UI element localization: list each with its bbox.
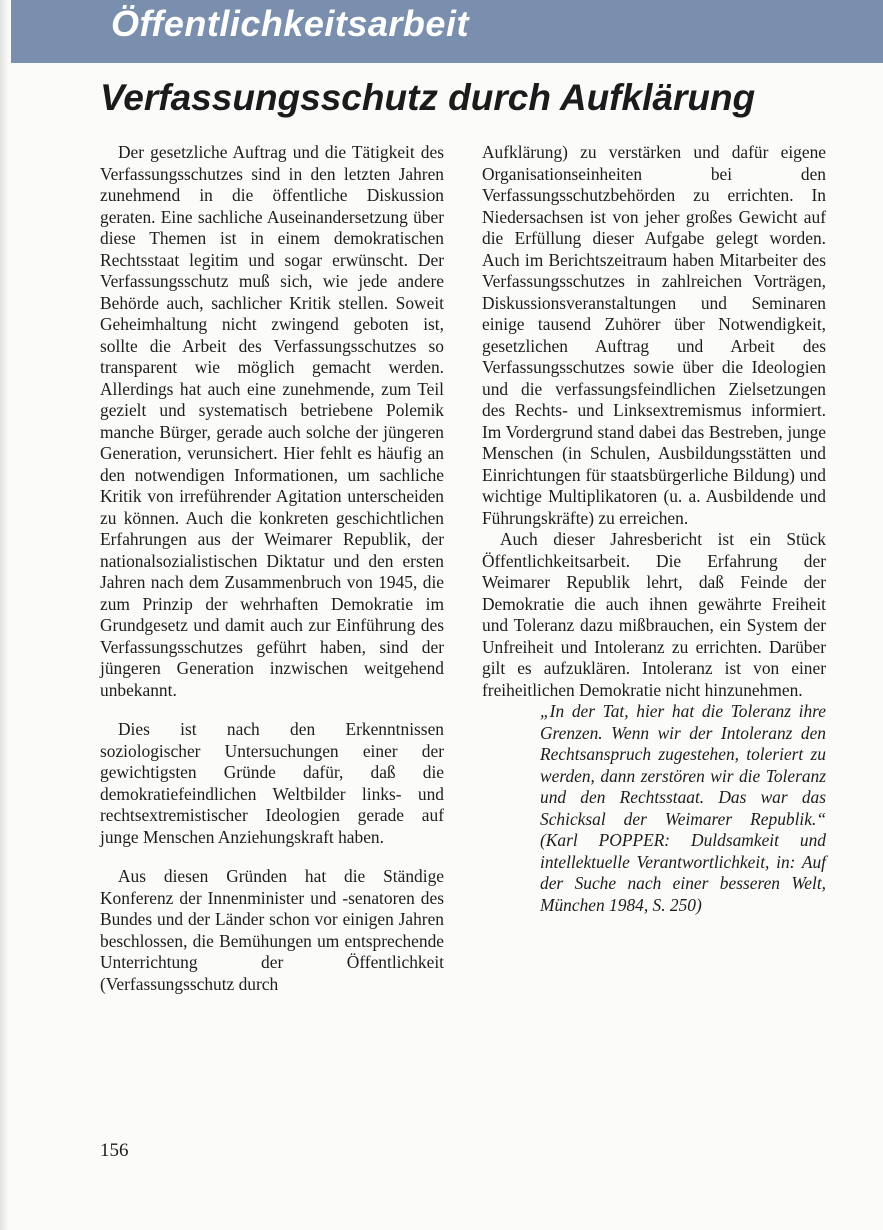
section-banner <box>11 0 883 63</box>
paragraph: Der gesetzliche Auftrag und die Tätigkeit des Verfassungsschutzes sind in den letzten Jahren zunehmend in die öffentliche Diskussion geraten. Eine sachliche Auseinandersetzung über diese Themen ist in einem demokratischen Rechtsstaat legitim und sogar erwünscht. Der Verfassungsschutz muß sich, wie jede andere Behörde auch, sachlicher Kritik stellen. Soweit Geheimhaltung nicht zwingend geboten ist, sollte die Arbeit des Verfassungsschutzes so transparent wie möglich gemacht werden. Allerdings hat auch eine zunehmende, zum Teil gezielt und systematisch betriebene Polemik manche Bürger, gerade auch solche der jüngeren Generation, verunsichert. Hier fehlt es häufig an den notwendigen Informationen, um sachliche Kritik von irreführender Agitation unterscheiden zu können. Auch die konkreten geschichtlichen Erfahrungen aus der Weimarer Republik, der nationalsozialistischen Diktatur und den ersten Jahren nach dem Zusammenbruch von 1945, die zum Prinzip der wehrhaften Demokratie im Grundgesetz und damit auch zur Einführung des Verfassungsschutzes geführt haben, sind der jüngeren Generation inzwischen weitgehend unbekannt. <box>100 142 444 700</box>
paragraph: Auch dieser Jahresbericht ist ein Stück Öffentlichkeitsarbeit. Die Erfahrung der Weimarer Republik lehrt, daß Feinde der Demokratie die auch ihnen gewährte Freiheit und Toleranz dazu mißbrauchen, ein System der Unfreiheit und Intoleranz zu errichten. Darüber gilt es aufzuklären. Intoleranz ist von einer freiheitlichen Demokratie nicht hinzunehmen. <box>482 529 826 700</box>
page-left-edge <box>0 0 9 1230</box>
page-title: Verfassungsschutz durch Aufklärung <box>100 77 756 118</box>
paragraph: Aus diesen Gründen hat die Ständige Konferenz der Innenminister und -senatoren des Bundes und der Länder schon vor einigen Jahren beschlossen, die Bemühungen um entsprechende Unterrichtung der Öffentlichkeit (Verfassungsschutz durch <box>100 866 444 994</box>
page-number: 156 <box>100 1140 129 1161</box>
popper-quote: „In der Tat, hier hat die Toleranz ihre Grenzen. Wenn wir der Intoleranz den Rechtsanspruch zugestehen, toleriert zu werden, dann zerstören wir die Toleranz und den Rechtsstaat. Das war das Schicksal der Weimarer Republik.“ (Karl POPPER: Duldsamkeit und intellektuelle Verantwortlichkeit, in: Auf der Suche nach einer besseren Welt, München 1984, S. 250) <box>540 701 826 915</box>
paragraph: Dies ist nach den Erkenntnissen soziologischer Untersuchungen einer der gewichtigsten Gründe dafür, daß die demokratiefeindlichen Weltbilder links- und rechtsextremistischer Ideologien gerade auf junge Menschen Anziehungskraft haben. <box>100 719 444 847</box>
paragraph-continuation: Aufklärung) zu verstärken und dafür eigene Organisationseinheiten bei den Verfassungsschutzbehörden zu errichten. In Niedersachsen ist von jeher großes Gewicht auf die Erfüllung dieser Aufgabe gelegt worden. Auch im Berichtszeitraum haben Mitarbeiter des Verfassungsschutzes in zahlreichen Vorträgen, Diskussionsveranstaltungen und Seminaren einige tausend Zuhörer über Notwendigkeit, gesetzlichen Auftrag und Arbeit des Verfassungsschutzes sowie über die Ideologien und die verfassungsfeindlichen Zielsetzungen des Rechts- und Linksextremismus informiert. Im Vordergrund stand dabei das Bestreben, junge Menschen (in Schulen, Ausbildungsstätten und Einrichtungen für staatsbürgerliche Bildung) und wichtige Multiplikatoren (u. a. Ausbildende und Führungskräfte) zu erreichen. <box>482 142 826 528</box>
right-text-column <box>482 142 826 916</box>
left-text-column <box>100 142 444 995</box>
section-title: Öffentlichkeitsarbeit <box>111 3 469 44</box>
